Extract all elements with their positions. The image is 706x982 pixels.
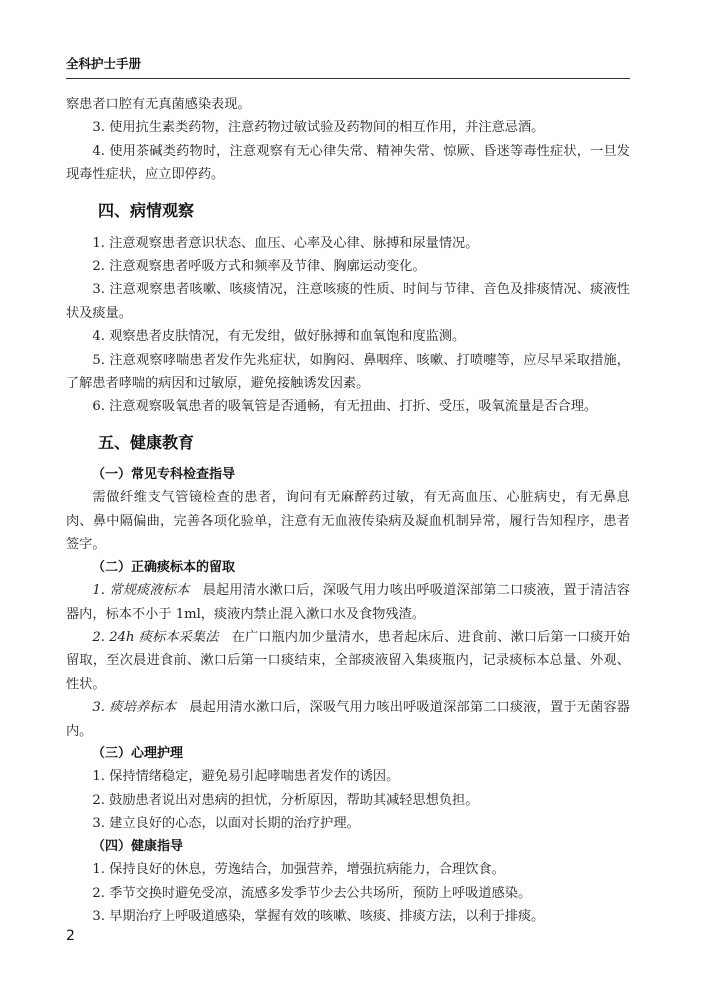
list-item: 1. 注意观察患者意识状态、血压、心率及心律、脉搏和尿量情况。 [92,235,479,251]
item-label: 2. 24h 痰标本采集法 [92,629,219,645]
subsection-heading: （三）心理护理 [92,745,184,761]
list-item: 6. 注意观察吸氧患者的吸氧管是否通畅，有无扭曲、打折、受压，吸氧流量是否合理。 [92,399,598,415]
subsection-heading: （一）常见专科检查指导 [92,466,236,482]
list-item: 4. 观察患者皮肤情况，有无发绀，做好脉搏和血氧饱和度监测。 [92,329,466,345]
list-item: 2. 注意观察患者呼吸方式和频率及节律、胸廓运动变化。 [92,259,426,275]
page-number: 2 [66,928,75,944]
list-item: 5. 注意观察哮喘患者发作先兆症状，如胸闷、鼻咽痒、咳嗽、打喷嚏等，应尽早采取措施，了解患者哮喘的病因和过敏原，避免接触诱发因素。 [66,352,630,392]
list-item: 2. 鼓励患者说出对患病的担忧，分析原因，帮助其减轻思想负担。 [92,792,479,808]
subsection-heading: （四）健康指导 [92,838,184,854]
list-item: 1. 保持情绪稳定，避免易引起哮喘患者发作的诱因。 [92,769,400,785]
item-text: 晨起用清水漱口后，深吸气用力咳出呼吸道深部第二口痰液，置于无菌容器内。 [66,700,630,739]
item-text: 在广口瓶内加少量清水，患者起床后、进食前、漱口后第一口痰开始留取，至次晨进食前、漱口后第一口痰结束，全部痰液留入集痰瓶内，记录痰标本总量、外观、性状。 [66,629,630,692]
subsection-heading: （二）正确痰标本的留取 [92,559,236,575]
list-item: 2. 季节交换时避免受凉，流感多发季节少去公共场所，预防上呼吸道感染。 [92,885,532,901]
list-item: 3. 建立良好的心态，以面对长期的治疗护理。 [92,816,360,832]
running-header: 全科护士手册 [66,56,142,71]
item-text: 晨起用清水漱口后，深吸气用力咳出呼吸道深部第二口痰液，置于清洁容器内，标本不小于 1ml，痰液内禁止混入漱口水及食物残渣。 [66,583,630,622]
paragraph: 4. 使用茶碱类药物时，注意观察有无心律失常、精神失常、惊厥、昏迷等毒性症状，一旦发现毒性症状，应立即停药。 [66,143,630,183]
paragraph: 察患者口腔有无真菌感染表现。 [66,97,251,112]
list-item [66,579,630,626]
list-item [66,696,630,743]
item-label: 3. 痰培养标本 [92,700,177,716]
section-heading: 五、健康教育 [98,432,195,452]
list-item [66,626,630,696]
list-item: 3. 早期治疗上呼吸道感染，掌握有效的咳嗽、咳痰、排痰方法，以利于排痰。 [92,908,545,924]
list-item: 1. 保持良好的休息，劳逸结合，加强营养，增强抗病能力，合理饮食。 [92,862,505,878]
paragraph: 3. 使用抗生素类药物，注意药物过敏试验及药物间的相互作用，并注意忌酒。 [92,120,545,136]
list-item: 3. 注意观察患者咳嗽、咳痰情况，注意咳痰的性质、时间与节律、音色及排痰情况、痰液性状及痰量。 [66,282,630,321]
header-rule [66,78,630,79]
page-content [66,93,630,928]
item-label: 1. 常规痰液标本 [92,583,190,599]
section-heading: 四、病情观察 [98,200,195,220]
paragraph: 需做纤维支气管镜检查的患者，询问有无麻醉药过敏，有无高血压、心脏病史，有无鼻息肉、鼻中隔偏曲，完善各项化验单，注意有无血液传染病及凝血机制异常，履行告知程序，患者签字。 [66,490,630,553]
